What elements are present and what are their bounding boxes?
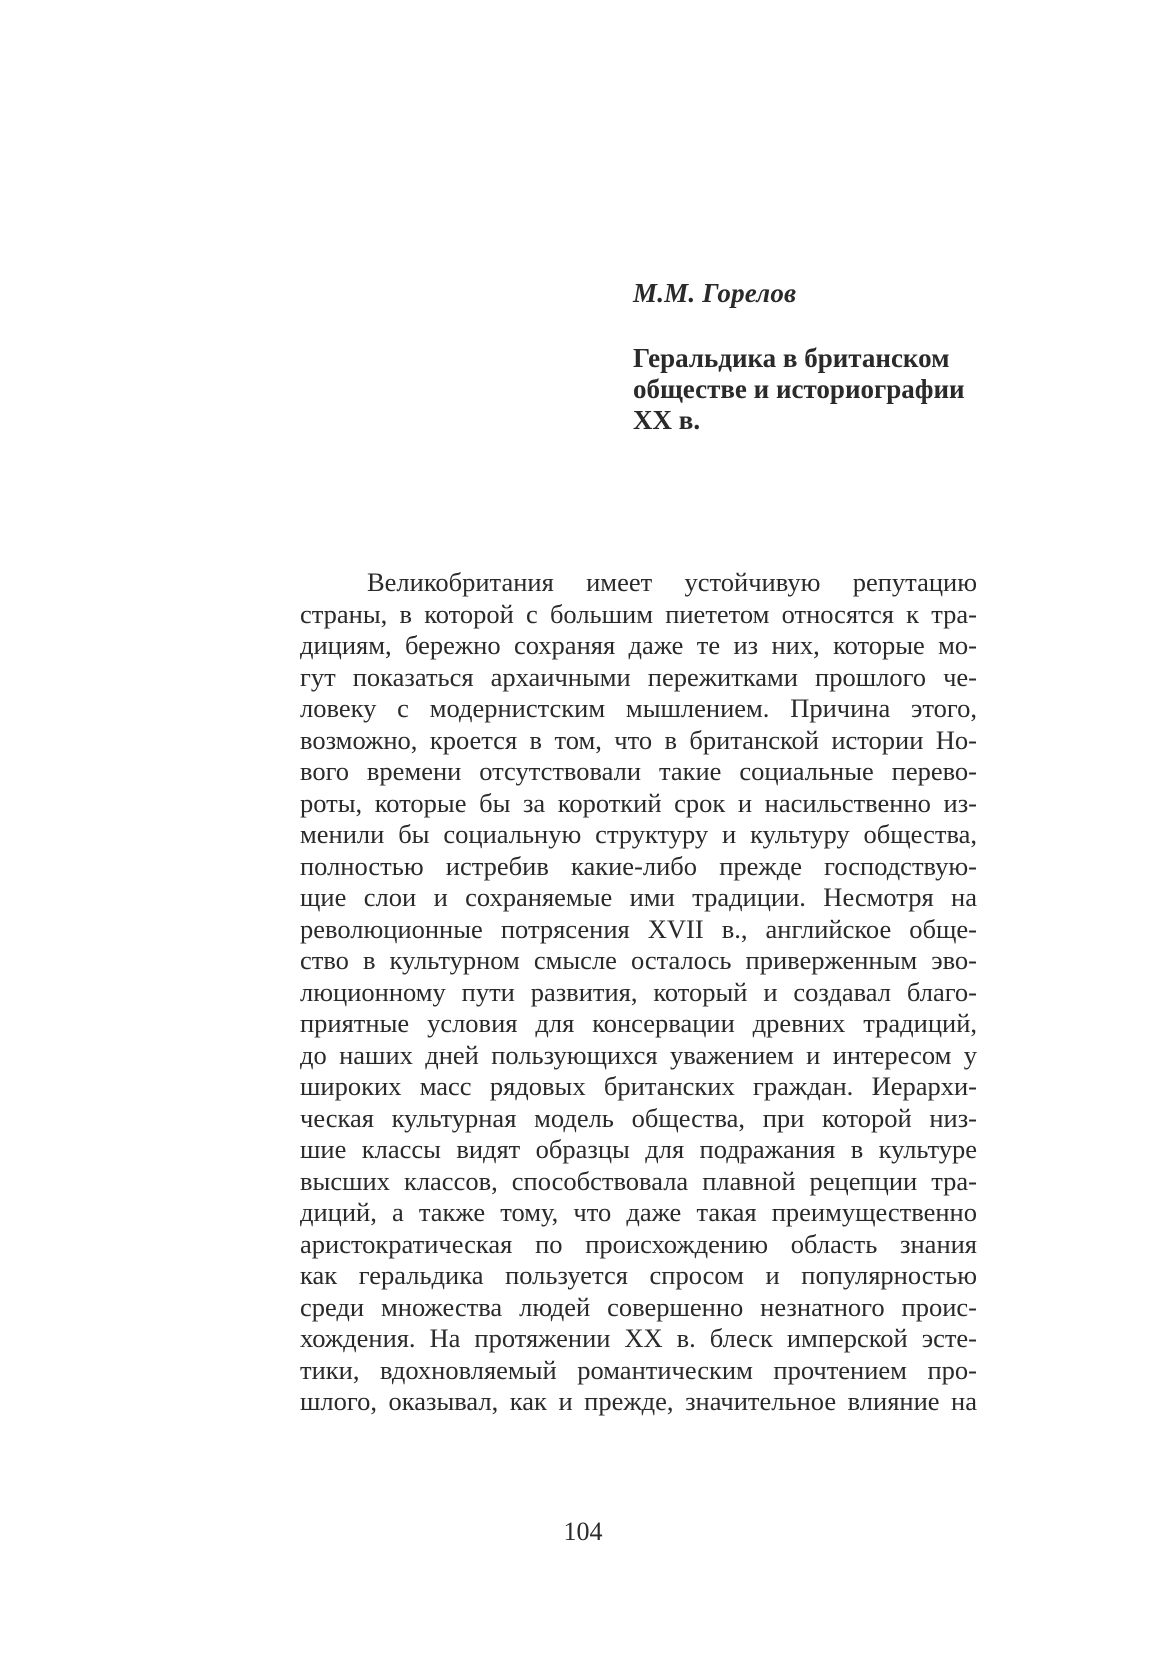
body-line: дициям, бережно сохраняя даже те из них, которые мо-: [300, 630, 977, 660]
body-line: широких масс рядовых британских граждан. Иерархи-: [300, 1071, 977, 1101]
body-line: революционные потрясения XVII в., английское обще-: [300, 913, 977, 944]
article-title-line: XX в.: [633, 405, 701, 435]
body-line: ство в культурном смысле осталось приверженным эво-: [300, 945, 977, 975]
body-line: люционному пути развития, который и создавал благо-: [300, 976, 977, 1007]
body-line: приятные условия для консервации древних традиций,: [300, 1008, 977, 1038]
article-title-line: Геральдика в британском: [633, 343, 950, 373]
body-line: тики, вдохновляемый романтическим прочтением про-: [300, 1354, 977, 1385]
body-line: как геральдика пользуется спросом и популярностью: [300, 1260, 977, 1290]
body-line: Великобритания имеет устойчивую репутацию: [367, 567, 977, 597]
body-paragraph: [300, 567, 977, 1418]
body-line: ческая культурная модель общества, при которой низ-: [300, 1102, 977, 1133]
article-title: [633, 343, 993, 436]
body-line: ловеку с модернистским мышлением. Причина этого,: [300, 693, 977, 723]
body-line: до наших дней пользующихся уважением и интересом у: [300, 1039, 977, 1070]
body-line: диций, а также тому, что даже такая преимущественно: [300, 1197, 977, 1227]
author-name: М.М. Горелов: [633, 278, 797, 308]
body-line: полностью истребив какие-либо прежде господствую-: [300, 850, 977, 881]
body-line: роты, которые бы за короткий срок и насильственно из-: [300, 787, 977, 818]
body-line: щие слои и сохраняемые ими традиции. Несмотря на: [300, 882, 977, 912]
page-number: 104: [563, 1517, 603, 1546]
body-line: возможно, кроется в том, что в британской истории Но-: [300, 724, 977, 755]
body-line: гут показаться архаичными пережитками прошлого че-: [300, 661, 977, 692]
body-line: шие классы видят образцы для подражания в культуре: [300, 1134, 977, 1164]
body-line: среди множества людей совершенно незнатного проис-: [300, 1291, 977, 1322]
body-line: страны, в которой с большим пиететом относятся к тра-: [300, 598, 977, 629]
body-line: менили бы социальную структуру и культуру общества,: [300, 819, 977, 849]
body-line: шлого, оказывал, как и прежде, значительное влияние на: [300, 1386, 977, 1416]
body-line: хождения. На протяжении XX в. блеск имперской эсте-: [300, 1323, 977, 1353]
article-title-line: обществе и историографии: [633, 374, 965, 404]
body-line: аристократическая по происхождению область знания: [300, 1228, 977, 1259]
body-line: вого времени отсутствовали такие социальные перево-: [300, 756, 977, 786]
body-line: высших классов, способствовала плавной рецепции тра-: [300, 1165, 977, 1196]
